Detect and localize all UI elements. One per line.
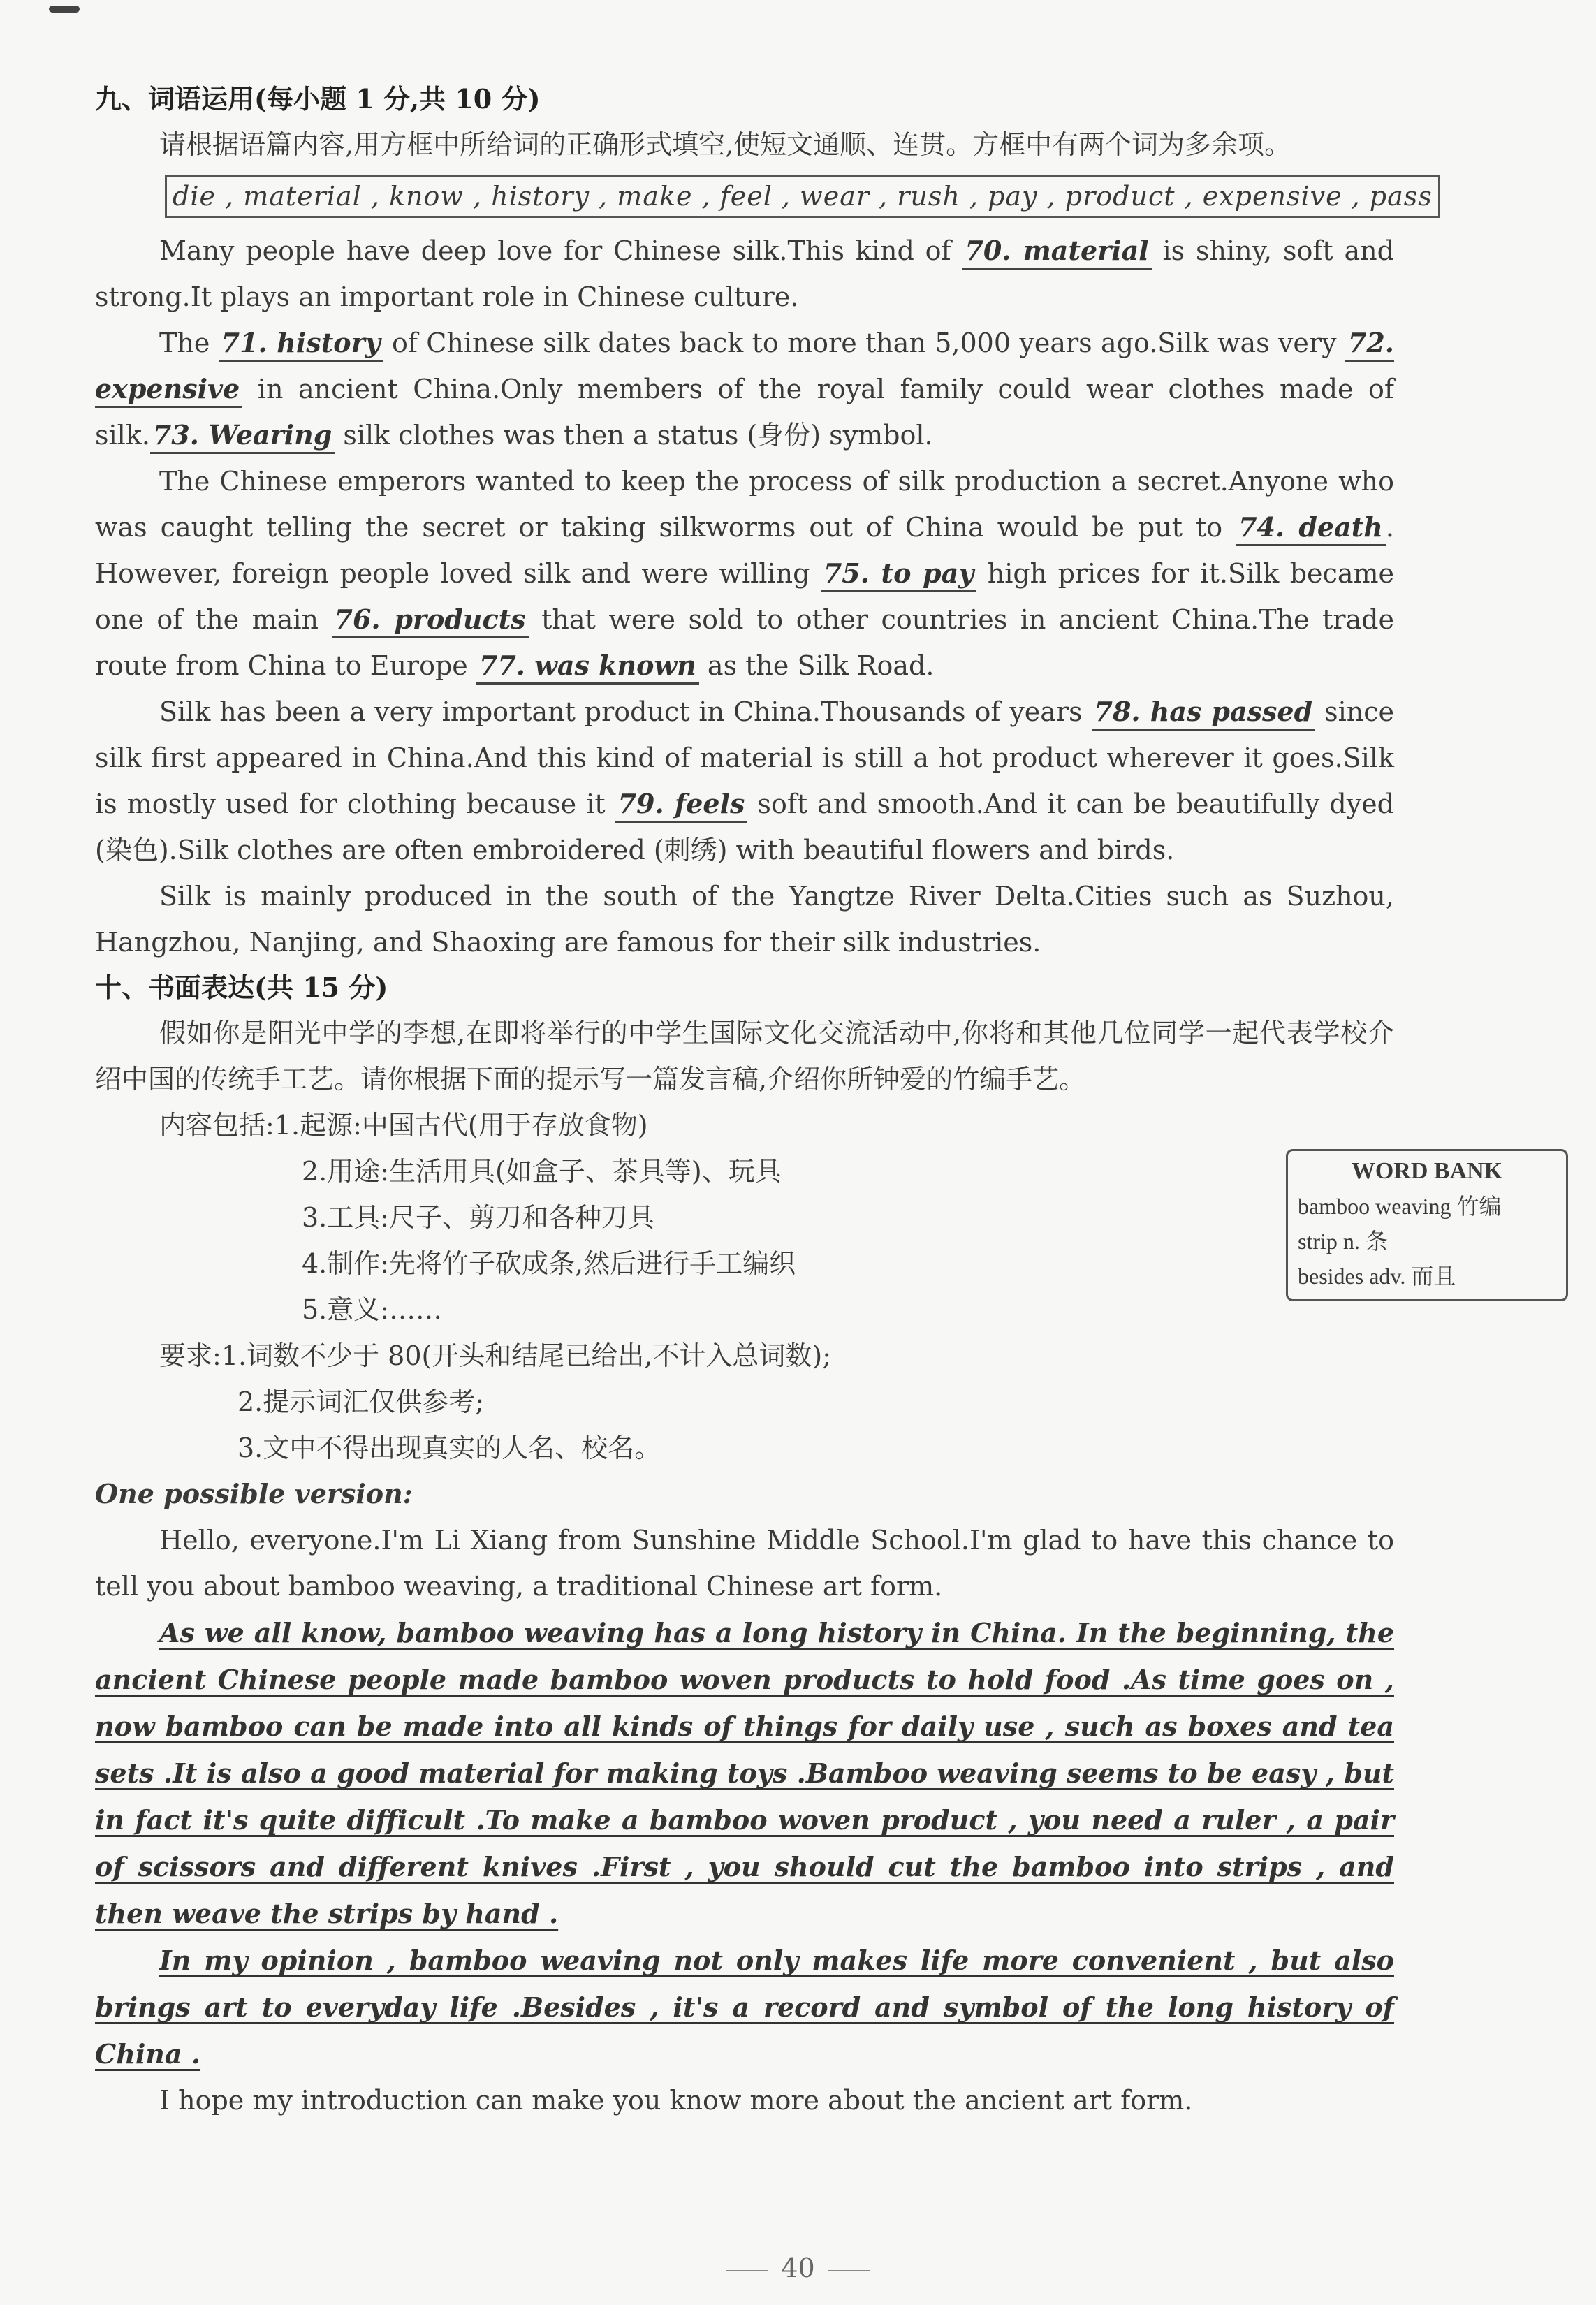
footer-dash: [726, 2270, 768, 2271]
answer-70: 70. material: [962, 235, 1151, 270]
section9-title: 九、词语运用(每小题 1 分,共 10 分): [95, 83, 541, 115]
passage-paragraph-4: [95, 689, 1394, 873]
answer-74: 74. death: [1236, 511, 1386, 546]
answer-text: In my opinion , bamboo weaving not only makes life more convenient , but also brings art to everyday life .Besides , it's a record and symbol of the long history of China .: [95, 1945, 1394, 2070]
corner-mark: [49, 6, 80, 13]
page-number: 40: [781, 2253, 815, 2283]
word-bank-item: bamboo weaving 竹编: [1298, 1194, 1502, 1219]
content-point-5: 5.意义:……: [302, 1294, 443, 1325]
text: since silk first appeared in China.And this kind of material is still a hot product wherever it goes.Silk is mostly used for clothing because it: [95, 696, 1394, 819]
section10-instruction: 假如你是阳光中学的李想,在即将举行的中学生国际文化交流活动中,你将和其他几位同学一起代表学校介绍中国的传统手工艺。请你根据下面的提示写一篇发言稿,介绍你所钟爱的竹编手艺。: [95, 1018, 1394, 1095]
text: as the Silk Road.: [698, 650, 935, 681]
text: of Chinese silk dates back to more than 5,000 years ago.Silk was very: [383, 328, 1345, 358]
passage-paragraph-3: [95, 458, 1394, 689]
answer-79: 79. feels: [615, 788, 748, 823]
text: Silk has been a very important product in China.Thousands of years: [159, 696, 1092, 727]
answer-78: 78. has passed: [1092, 696, 1316, 731]
word-box: die , material , know , history , make , feel , wear , rush , pay , product , expensive , pass: [165, 175, 1440, 218]
page-footer: [0, 2253, 1596, 2283]
answer-73: 73. Wearing: [150, 419, 335, 454]
version-label: One possible version:: [95, 1478, 413, 1509]
text: . However, foreign people loved silk and were willing: [95, 512, 1395, 589]
answer-text: As we all know, bamboo weaving has a long history in China. In the beginning, the ancient Chinese people made bamboo woven products to hold food .As time goes on , now bamboo can be made into all kinds of things for daily use , such as boxes and tea sets .It is also a good material for making toys .Bamboo weaving seems to be easy , but in fact it's quite difficult .To make a bamboo woven product , you need a ruler , a pair of scissors and different knives .First , you should cut the bamboo into strips , and then weave the strips by hand .: [95, 1617, 1394, 1929]
passage-paragraph-5: Silk is mainly produced in the south of the Yangtze River Delta.Cities such as Suzhou, Hangzhou, Nanjing, and Shaoxing are famous for their silk industries.: [95, 881, 1394, 958]
text: The Chinese emperors wanted to keep the process of silk production a secret.Anyone who was caught telling the secret or taking silkworms out of China would be put to: [95, 466, 1394, 543]
essay-opening: Hello, everyone.I'm Li Xiang from Sunshine Middle School.I'm glad to have this chance to tell you about bamboo weaving, a traditional Chinese art form.: [95, 1525, 1394, 1602]
footer-dash: [828, 2270, 870, 2271]
answer-72: 72. expensive: [95, 327, 1394, 408]
requirements-label: 要求:: [159, 1340, 221, 1371]
section9-instruction: 请根据语篇内容,用方框中所给词的正确形式填空,使短文通顺、连贯。方框中有两个词为多余项。: [159, 129, 1291, 160]
text: is shiny, soft and strong.It plays an important role in Chinese culture.: [95, 235, 1394, 312]
passage-paragraph-1: [95, 228, 1394, 320]
text: silk clothes was then a status (身份) symbol.: [335, 420, 933, 451]
answer-75: 75. to pay: [821, 557, 976, 592]
text: Many people have deep love for Chinese silk.This kind of: [159, 235, 962, 266]
passage-paragraph-2: [95, 320, 1394, 458]
content-point-3: 3.工具:尺子、剪刀和各种刀具: [302, 1202, 655, 1233]
answer-77: 77. was known: [476, 650, 699, 685]
essay-answer-1: [95, 1609, 1394, 1937]
content-points: [95, 1102, 1394, 1333]
answer-76: 76. products: [332, 603, 529, 638]
requirement-3: 3.文中不得出现真实的人名、校名。: [237, 1433, 661, 1463]
essay-closing: I hope my introduction can make you know more about the ancient art form.: [159, 2085, 1193, 2116]
text: that were sold to other countries in ancient China.The trade route from China to Europe: [95, 604, 1394, 681]
requirement-1: [95, 1333, 1394, 1379]
word-bank-title: WORD BANK: [1351, 1158, 1503, 1184]
word-bank-item: besides adv. 而且: [1298, 1264, 1456, 1289]
text: in ancient China.Only members of the royal family could wear clothes made of silk.: [95, 374, 1394, 451]
word-bank-item: strip n. 条: [1298, 1229, 1388, 1254]
content-point-1: [95, 1102, 1394, 1148]
content-point-2: 2.用途:生活用具(如盒子、茶具等)、玩具: [302, 1156, 782, 1187]
content-label: 内容包括:: [159, 1110, 274, 1141]
text: soft and smooth.And it can be beautifully dyed (染色).Silk clothes are often embroidered (刺绣) with beautiful flowers and birds.: [95, 789, 1394, 865]
word-bank: [1286, 1149, 1568, 1301]
essay-answer-2: [95, 1937, 1394, 2077]
requirements: [95, 1333, 1394, 1471]
text: high prices for it.Silk became one of the main: [95, 558, 1394, 635]
content-point-4: 4.制作:先将竹子砍成条,然后进行手工编织: [302, 1248, 796, 1279]
requirement-text: 1.词数不少于 80(开头和结尾已给出,不计入总词数);: [221, 1340, 832, 1371]
section10-title: 十、书面表达(共 15 分): [95, 972, 388, 1003]
text: The: [159, 328, 219, 358]
requirement-2: 2.提示词汇仅供参考;: [237, 1386, 485, 1417]
answer-71: 71. history: [219, 327, 383, 362]
point-text: 1.起源:中国古代(用于存放食物): [274, 1110, 648, 1141]
